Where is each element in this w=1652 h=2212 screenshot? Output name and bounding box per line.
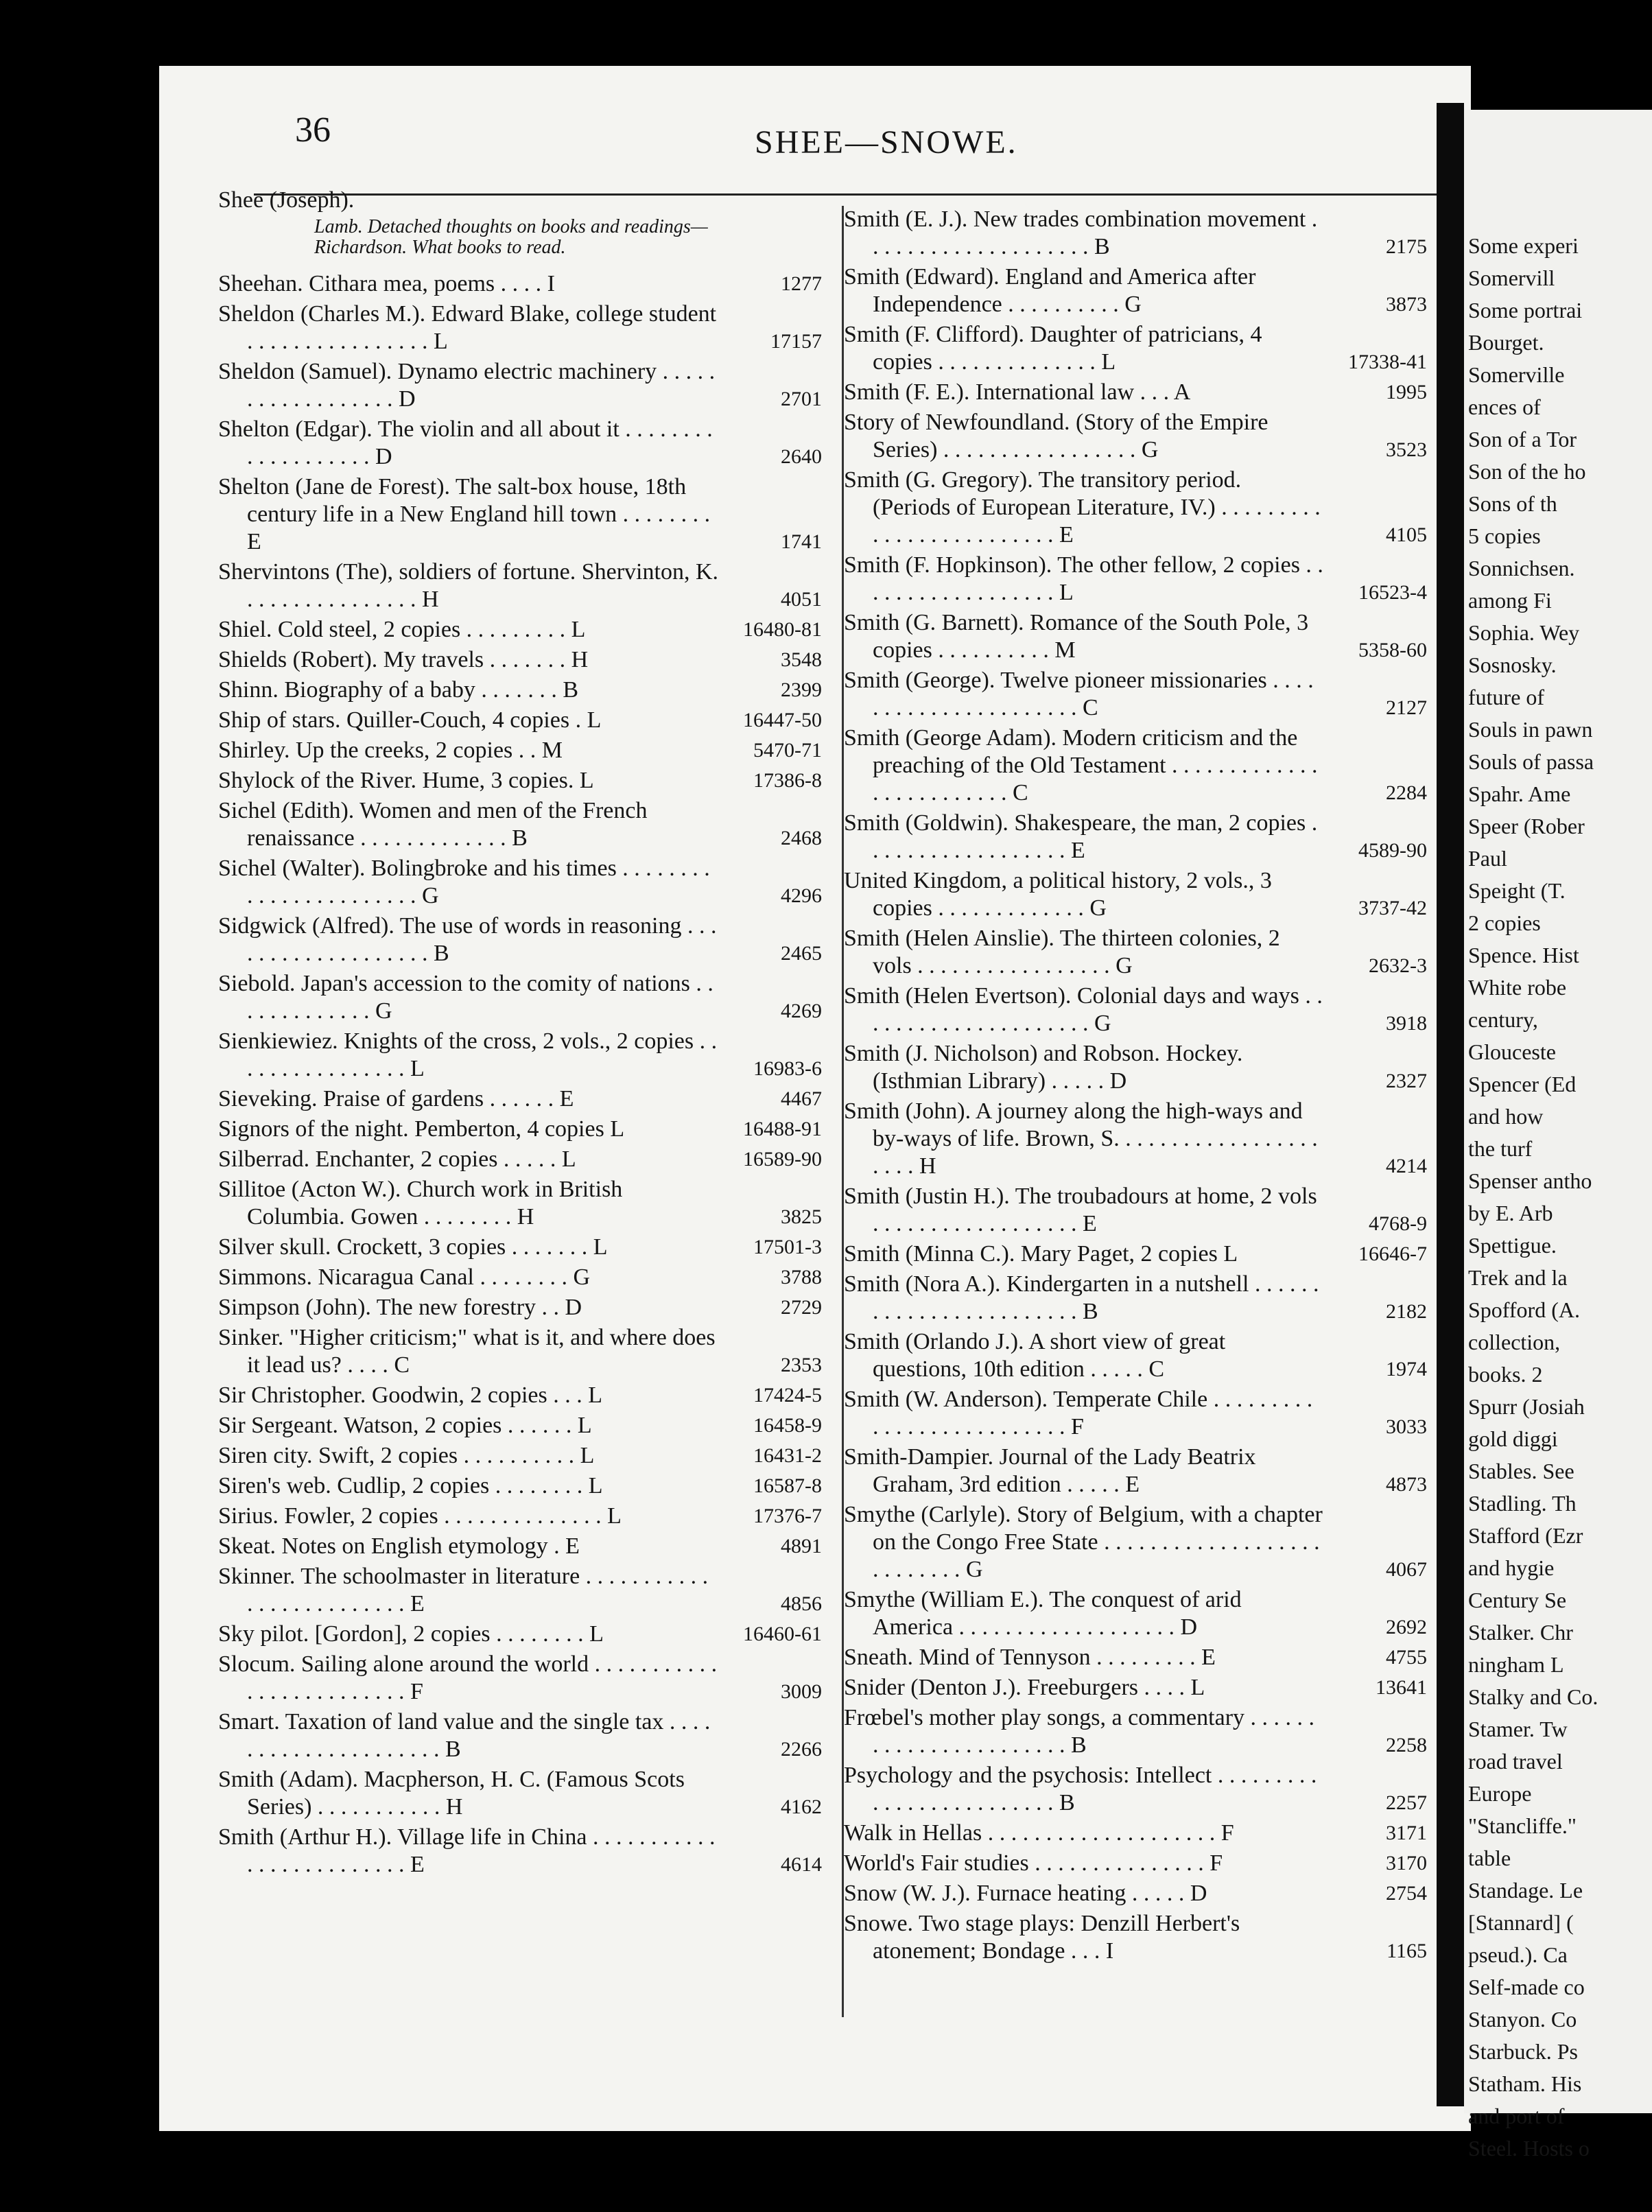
index-entry bbox=[218, 616, 822, 644]
index-entry bbox=[844, 983, 1427, 1037]
entry-text: Sinker. "Higher criticism;" what is it, and where does it lead us? . . . . C bbox=[218, 1325, 716, 1378]
entry-text: Smith (Arthur H.). Village life in China . . . . . . . . . . . . . . . . . . . . . . . . . E bbox=[218, 1824, 716, 1877]
entry-text: Shylock of the River. Hume, 3 copies. L bbox=[218, 768, 594, 793]
next-page-line: Speight (T. bbox=[1468, 878, 1566, 903]
index-entry bbox=[218, 737, 822, 764]
entry-number: 1995 bbox=[1386, 381, 1427, 403]
index-entry bbox=[218, 1651, 822, 1706]
entry-text: Sirius. Fowler, 2 copies . . . . . . . . . . . . . . L bbox=[218, 1503, 622, 1529]
next-page-line: books. 2 bbox=[1468, 1362, 1543, 1387]
entry-number: 16447-50 bbox=[743, 709, 822, 731]
index-entry bbox=[844, 1271, 1427, 1326]
entry-number: 4105 bbox=[1386, 523, 1427, 546]
next-page-line: by E. Arb bbox=[1468, 1201, 1553, 1225]
index-entry bbox=[844, 321, 1427, 376]
next-page-line: Stadling. Th bbox=[1468, 1491, 1577, 1516]
entry-text: Smith (George Adam). Modern criticism and the preaching of the Old Testament . . . . . . . . . . . . . . . . . . . . . . . . . C bbox=[844, 725, 1318, 805]
index-entry bbox=[844, 1880, 1427, 1907]
entry-text: Smith (George). Twelve pioneer missionaries . . . . . . . . . . . . . . . . . . . . . . C bbox=[844, 668, 1314, 720]
entry-text: Siren city. Swift, 2 copies . . . . . . . . . . L bbox=[218, 1443, 595, 1468]
entry-text: Sheehan. Cithara mea, poems . . . . I bbox=[218, 271, 555, 296]
next-page-line: Spahr. Ame bbox=[1468, 781, 1571, 806]
index-entry bbox=[844, 1040, 1427, 1095]
index-entry bbox=[218, 1382, 822, 1409]
next-page-line: Souls of passa bbox=[1468, 749, 1594, 774]
next-page-line: among Fi bbox=[1468, 588, 1552, 613]
next-page-line: Standage. Le bbox=[1468, 1878, 1583, 1903]
entry-text: Sichel (Walter). Bolingbroke and his times . . . . . . . . . . . . . . . . . . . . . . . G bbox=[218, 856, 710, 908]
entry-number: 3788 bbox=[781, 1266, 822, 1289]
entry-text: Smythe (Carlyle). Story of Belgium, with a chapter on the Congo Free State . . . . . . . . . . . . . . . . . . . . . . . . . . . G bbox=[844, 1502, 1323, 1582]
entry-text: Smith (G. Barnett). Romance of the South Pole, 3 copies . . . . . . . . . . M bbox=[844, 610, 1309, 663]
next-page-edge bbox=[1464, 110, 1652, 2161]
index-entry bbox=[218, 358, 822, 413]
entry-number: 2327 bbox=[1386, 1070, 1427, 1092]
entry-number: 1741 bbox=[781, 530, 822, 553]
entry-number: 2258 bbox=[1386, 1734, 1427, 1756]
entry-number: 2175 bbox=[1386, 235, 1427, 258]
next-page-line: Stamer. Tw bbox=[1468, 1717, 1568, 1741]
next-page-line: Paul bbox=[1468, 846, 1507, 871]
entry-number: 2754 bbox=[1386, 1882, 1427, 1905]
index-entry bbox=[844, 1444, 1427, 1498]
next-page-line: Son of a Tor bbox=[1468, 427, 1577, 451]
entry-text: Shervintons (The), soldiers of fortune. Shervinton, K. . . . . . . . . . . . . . . . H bbox=[218, 559, 718, 612]
entry-text: Smith (G. Gregory). The transitory period. (Periods of European Literature, IV.) . . . . . . . . . . . . . . . . . . . . . . . . . E bbox=[844, 467, 1321, 548]
index-entry bbox=[218, 1412, 822, 1439]
next-page-line: [Stannard] ( bbox=[1468, 1910, 1574, 1935]
entry-text: Sillitoe (Acton W.). Church work in British Columbia. Gowen . . . . . . . . H bbox=[218, 1177, 623, 1229]
index-entry bbox=[844, 552, 1427, 607]
entry-number: 16480-81 bbox=[743, 618, 822, 641]
entry-text: Sneath. Mind of Tennyson . . . . . . . . . E bbox=[844, 1645, 1216, 1670]
entry-text: Psychology and the psychosis: Intellect . . . . . . . . . . . . . . . . . . . . . . . . . B bbox=[844, 1763, 1317, 1815]
next-page-line: collection, bbox=[1468, 1330, 1561, 1354]
index-entry bbox=[218, 1294, 822, 1321]
entry-number: 4873 bbox=[1386, 1473, 1427, 1496]
entry-number: 4856 bbox=[781, 1592, 822, 1615]
next-page-line: Some portrai bbox=[1468, 298, 1583, 322]
next-page-line: Spofford (A. bbox=[1468, 1297, 1580, 1322]
next-page-line: Europe bbox=[1468, 1781, 1532, 1806]
index-entry bbox=[218, 187, 822, 214]
next-page-line: and how bbox=[1468, 1104, 1544, 1129]
index-entry bbox=[218, 1472, 822, 1500]
entry-text: Snider (Denton J.). Freeburgers . . . . L bbox=[844, 1675, 1205, 1700]
entry-number: 3918 bbox=[1386, 1012, 1427, 1035]
index-entry bbox=[844, 925, 1427, 980]
entry-text: Siren's web. Cudlip, 2 copies . . . . . . . . L bbox=[218, 1473, 603, 1498]
entry-text: Smith (F. E.). International law . . . A bbox=[844, 379, 1191, 405]
entry-number: 4269 bbox=[781, 1000, 822, 1022]
entry-text: Smith (John). A journey along the high-ways and by-ways of life. Brown, S. . . . . . . . . . . . . . . . . . . . . . H bbox=[844, 1098, 1318, 1179]
next-page-line: Stalker. Chr bbox=[1468, 1620, 1573, 1645]
entry-number: 17376-7 bbox=[753, 1505, 822, 1527]
next-page-line: table bbox=[1468, 1846, 1511, 1870]
entry-text: Smart. Taxation of land value and the single tax . . . . . . . . . . . . . . . . . . . . . B bbox=[218, 1709, 711, 1762]
index-entry bbox=[844, 379, 1427, 406]
entry-text: Smith-Dampier. Journal of the Lady Beatrix Graham, 3rd edition . . . . . E bbox=[844, 1444, 1256, 1497]
index-entry bbox=[218, 1503, 822, 1530]
entry-number: 2127 bbox=[1386, 696, 1427, 719]
entry-text: Smith (E. J.). New trades combination movement . . . . . . . . . . . . . . . . . . . . B bbox=[844, 207, 1318, 259]
index-entry bbox=[218, 1324, 822, 1379]
entry-text: Smith (Adam). Macpherson, H. C. (Famous Scots Series) . . . . . . . . . . . H bbox=[218, 1767, 685, 1820]
next-page-line: the turf bbox=[1468, 1136, 1533, 1161]
entry-number: 2465 bbox=[781, 942, 822, 965]
entry-text: Sidgwick (Alfred). The use of words in reasoning . . . . . . . . . . . . . . . . . . . B bbox=[218, 913, 717, 966]
next-page-line: Souls in pawn bbox=[1468, 717, 1593, 742]
index-entry bbox=[218, 1533, 822, 1560]
index-entry bbox=[218, 970, 822, 1025]
entry-text: United Kingdom, a political history, 2 vols., 3 copies . . . . . . . . . . . . . G bbox=[844, 868, 1272, 921]
index-entry bbox=[218, 473, 822, 556]
entry-text: World's Fair studies . . . . . . . . . . . . . . . F bbox=[844, 1850, 1223, 1876]
entry-number: 2701 bbox=[781, 388, 822, 410]
entry-number: 4614 bbox=[781, 1853, 822, 1876]
entry-text: Sichel (Edith). Women and men of the French renaissance . . . . . . . . . . . . . B bbox=[218, 798, 648, 851]
next-page-line: Starbuck. Ps bbox=[1468, 2039, 1578, 2064]
entry-text: Ship of stars. Quiller-Couch, 4 copies . L bbox=[218, 707, 602, 733]
next-page-line: and port of bbox=[1468, 2104, 1565, 2128]
entry-text: Shelton (Edgar). The violin and all about it . . . . . . . . . . . . . . . . . . . D bbox=[218, 416, 713, 469]
next-page-line: Spurr (Josiah bbox=[1468, 1394, 1585, 1419]
entry-text: Frœbel's mother play songs, a commentary . . . . . . . . . . . . . . . . . . . . . . . B bbox=[844, 1705, 1315, 1758]
entry-number: 16587-8 bbox=[753, 1474, 822, 1497]
index-entry bbox=[218, 855, 822, 910]
entry-text: Smith (W. Anderson). Temperate Chile . . . . . . . . . . . . . . . . . . . . . . . . . . F bbox=[844, 1387, 1313, 1439]
left-column bbox=[218, 187, 822, 1881]
entry-text: Signors of the night. Pemberton, 4 copies L bbox=[218, 1116, 625, 1142]
entry-number: 4467 bbox=[781, 1087, 822, 1110]
entry-number: 17157 bbox=[770, 330, 822, 353]
next-page-line: and hygie bbox=[1468, 1555, 1555, 1580]
next-page-line: Somerville bbox=[1468, 362, 1565, 387]
index-entry bbox=[844, 1820, 1427, 1847]
entry-text: Sienkiewiez. Knights of the cross, 2 vols., 2 copies . . . . . . . . . . . . . . . . L bbox=[218, 1028, 718, 1081]
index-entry bbox=[844, 263, 1427, 318]
entry-text: Sheldon (Samuel). Dynamo electric machinery . . . . . . . . . . . . . . . . . . D bbox=[218, 359, 716, 412]
entry-text: Sieveking. Praise of gardens . . . . . . E bbox=[218, 1086, 574, 1111]
entry-number: 4891 bbox=[781, 1535, 822, 1557]
next-page-line: Speer (Rober bbox=[1468, 814, 1585, 838]
entry-number: 16458-9 bbox=[753, 1414, 822, 1437]
index-entry bbox=[844, 1674, 1427, 1702]
index-entry bbox=[844, 1183, 1427, 1238]
entry-number: 2632-3 bbox=[1369, 954, 1427, 977]
entry-number: 17386-8 bbox=[753, 769, 822, 792]
next-page-line: Sons of th bbox=[1468, 491, 1557, 516]
next-page-line: Trek and la bbox=[1468, 1265, 1568, 1290]
entry-number: 3523 bbox=[1386, 438, 1427, 461]
entry-text: Smith (F. Hopkinson). The other fellow, 2 copies . . . . . . . . . . . . . . . . . . L bbox=[844, 552, 1323, 605]
entry-text: Walk in Hellas . . . . . . . . . . . . . . . . . . . . F bbox=[844, 1820, 1234, 1846]
entry-text: Shelton (Jane de Forest). The salt-box house, 18th century life in a New England hill town . . . . . . . . E bbox=[218, 474, 711, 554]
entry-text: Skeat. Notes on English etymology . E bbox=[218, 1533, 580, 1559]
index-entry bbox=[844, 467, 1427, 549]
entry-number: 5358-60 bbox=[1358, 639, 1427, 661]
index-entry bbox=[844, 1644, 1427, 1671]
index-entry bbox=[844, 1501, 1427, 1584]
entry-number: 3171 bbox=[1386, 1822, 1427, 1844]
entry-text: Shee (Joseph). bbox=[218, 187, 355, 213]
entry-text: Story of Newfoundland. (Story of the Empire Series) . . . . . . . . . . . . . . . . . G bbox=[844, 410, 1268, 462]
next-page-line: Steel. Hosts o bbox=[1468, 2136, 1590, 2161]
entry-text: Skinner. The schoolmaster in literature . . . . . . . . . . . . . . . . . . . . . . . . . E bbox=[218, 1564, 709, 1616]
index-entry bbox=[218, 1085, 822, 1113]
index-entry bbox=[218, 676, 822, 704]
entry-number: 2353 bbox=[781, 1354, 822, 1376]
next-page-line: Stafford (Ezr bbox=[1468, 1523, 1583, 1548]
entry-number: 17338-41 bbox=[1348, 351, 1427, 373]
next-page-line: Sosnosky. bbox=[1468, 652, 1557, 677]
next-page-line: Spettigue. bbox=[1468, 1233, 1557, 1258]
next-page-line: Century Se bbox=[1468, 1588, 1567, 1612]
entry-number: 3825 bbox=[781, 1205, 822, 1228]
entry-number: 16488-91 bbox=[743, 1118, 822, 1140]
entry-note: Lamb. Detached thoughts on books and readings—Richardson. What books to read. bbox=[314, 216, 708, 258]
entry-number: 4296 bbox=[781, 884, 822, 907]
entry-text: Smith (Orlando J.). A short view of great questions, 10th edition . . . . . C bbox=[844, 1329, 1226, 1382]
entry-number: 2399 bbox=[781, 679, 822, 701]
next-page-line: 5 copies bbox=[1468, 523, 1541, 548]
index-entry bbox=[218, 646, 822, 674]
entry-number: 3033 bbox=[1386, 1415, 1427, 1438]
index-entry bbox=[218, 1766, 822, 1821]
index-entry bbox=[218, 1234, 822, 1261]
next-page-line: Bourget. bbox=[1468, 330, 1544, 355]
entry-text: Shirley. Up the creeks, 2 copies . . M bbox=[218, 738, 563, 763]
next-page-line: Spence. Hist bbox=[1468, 943, 1579, 967]
next-page-line: Statham. His bbox=[1468, 2071, 1582, 2096]
entry-text: Smith (Justin H.). The troubadours at home, 2 vols . . . . . . . . . . . . . . . . . . E bbox=[844, 1184, 1317, 1236]
entry-number: 2729 bbox=[781, 1296, 822, 1319]
index-entry bbox=[218, 270, 822, 298]
entry-number: 3170 bbox=[1386, 1852, 1427, 1874]
entry-number: 2284 bbox=[1386, 781, 1427, 804]
index-entry bbox=[844, 409, 1427, 464]
right-column bbox=[844, 206, 1427, 1968]
entry-text: Shields (Robert). My travels . . . . . . . H bbox=[218, 647, 589, 672]
index-entry bbox=[218, 416, 822, 471]
entry-number: 16589-90 bbox=[743, 1148, 822, 1170]
entry-text: Sheldon (Charles M.). Edward Blake, college student . . . . . . . . . . . . . . . . L bbox=[218, 301, 717, 354]
next-page-line: Spencer (Ed bbox=[1468, 1072, 1577, 1096]
index-entry bbox=[218, 707, 822, 734]
entry-text: Smith (Nora A.). Kindergarten in a nutshell . . . . . . . . . . . . . . . . . . . . . . . . B bbox=[844, 1271, 1319, 1324]
entry-number: 2257 bbox=[1386, 1791, 1427, 1814]
index-entry bbox=[844, 1098, 1427, 1180]
entry-number: 16983-6 bbox=[753, 1057, 822, 1080]
next-page-line: ningham L bbox=[1468, 1652, 1564, 1677]
index-entry bbox=[844, 1586, 1427, 1641]
entry-number: 4768-9 bbox=[1369, 1212, 1427, 1235]
entry-text: Sir Christopher. Goodwin, 2 copies . . . L bbox=[218, 1382, 603, 1408]
entry-number: 16646-7 bbox=[1358, 1243, 1427, 1265]
entry-number: 2640 bbox=[781, 445, 822, 468]
entry-number: 4162 bbox=[781, 1796, 822, 1818]
index-entry bbox=[844, 1386, 1427, 1441]
next-page-line: "Stancliffe." bbox=[1468, 1813, 1577, 1838]
entry-number: 2692 bbox=[1386, 1616, 1427, 1638]
entry-number: 13641 bbox=[1376, 1676, 1427, 1699]
entry-number: 4755 bbox=[1386, 1646, 1427, 1669]
entry-number: 17424-5 bbox=[753, 1384, 822, 1407]
entry-text: Smith (Goldwin). Shakespeare, the man, 2 copies . . . . . . . . . . . . . . . . . . E bbox=[844, 810, 1318, 863]
entry-number: 16431-2 bbox=[753, 1444, 822, 1467]
entry-text: Smith (J. Nicholson) and Robson. Hockey. (Isthmian Library) . . . . . D bbox=[844, 1041, 1243, 1094]
next-page-line: pseud.). Ca bbox=[1468, 1942, 1568, 1967]
entry-text: Siebold. Japan's accession to the comity of nations . . . . . . . . . . . . . G bbox=[218, 971, 713, 1024]
entry-number: 4067 bbox=[1386, 1558, 1427, 1581]
entry-number: 5470-71 bbox=[753, 739, 822, 762]
page-gutter-shadow bbox=[1437, 103, 1464, 2106]
entry-number: 2468 bbox=[781, 827, 822, 849]
index-entry bbox=[844, 1910, 1427, 1965]
entry-text: Silberrad. Enchanter, 2 copies . . . . . L bbox=[218, 1146, 576, 1172]
entry-text: Smith (F. Clifford). Daughter of patricians, 4 copies . . . . . . . . . . . . . . L bbox=[844, 322, 1262, 375]
index-entry bbox=[844, 1850, 1427, 1877]
next-page-line: gold diggi bbox=[1468, 1426, 1558, 1451]
index-entry bbox=[218, 797, 822, 852]
next-page-line: Sophia. Wey bbox=[1468, 620, 1580, 645]
index-entry bbox=[218, 1264, 822, 1291]
entry-text: Shinn. Biography of a baby . . . . . . . B bbox=[218, 677, 579, 703]
index-entry bbox=[844, 609, 1427, 664]
index-entry bbox=[218, 1708, 822, 1763]
next-page-line: Some experi bbox=[1468, 233, 1579, 258]
entry-text: Sir Sergeant. Watson, 2 copies . . . . . . L bbox=[218, 1413, 592, 1438]
entry-number: 16460-61 bbox=[743, 1623, 822, 1645]
entry-text: Simpson (John). The new forestry . . D bbox=[218, 1295, 582, 1320]
entry-text: Smith (Edward). England and America after Independence . . . . . . . . . . G bbox=[844, 264, 1256, 317]
entry-text: Shiel. Cold steel, 2 copies . . . . . . . . . L bbox=[218, 617, 586, 642]
next-page-line: Stables. See bbox=[1468, 1459, 1574, 1483]
entry-number: 17501-3 bbox=[753, 1236, 822, 1258]
next-page-line: Spenser antho bbox=[1468, 1168, 1592, 1193]
next-page-line: ences of bbox=[1468, 395, 1541, 419]
next-page-line: road travel bbox=[1468, 1749, 1563, 1774]
running-head: SHEE—SNOWE. bbox=[755, 124, 1018, 161]
entry-text: Smith (Helen Evertson). Colonial days and ways . . . . . . . . . . . . . . . . . . . . . G bbox=[844, 983, 1323, 1036]
entry-number: 3009 bbox=[781, 1680, 822, 1703]
next-page-line: White robe bbox=[1468, 975, 1567, 1000]
next-page-line: 2 copies bbox=[1468, 910, 1541, 935]
entry-text: Silver skull. Crockett, 3 copies . . . . . . . L bbox=[218, 1234, 608, 1260]
index-entry bbox=[844, 1240, 1427, 1268]
entry-text: Smythe (William E.). The conquest of arid America . . . . . . . . . . . . . . . . . . . D bbox=[844, 1587, 1242, 1640]
entry-number: 4589-90 bbox=[1358, 839, 1427, 862]
next-page-line: future of bbox=[1468, 685, 1545, 709]
index-entry bbox=[218, 1563, 822, 1618]
index-entry bbox=[218, 558, 822, 613]
entry-number: 4051 bbox=[781, 588, 822, 611]
entry-text: Snow (W. J.). Furnace heating . . . . . D bbox=[844, 1881, 1207, 1906]
index-entry bbox=[218, 913, 822, 967]
next-page-line: Somervill bbox=[1468, 266, 1555, 290]
entry-text: Simmons. Nicaragua Canal . . . . . . . . G bbox=[218, 1264, 591, 1290]
entry-number: 1165 bbox=[1386, 1940, 1427, 1962]
index-entry bbox=[844, 1762, 1427, 1817]
next-page-line: Stanyon. Co bbox=[1468, 2007, 1577, 2032]
entry-text: Slocum. Sailing alone around the world . . . . . . . . . . . . . . . . . . . . . . . . . F bbox=[218, 1651, 718, 1704]
next-page-line: century, bbox=[1468, 1007, 1538, 1032]
entry-text: Snowe. Two stage plays: Denzill Herbert's atonement; Bondage . . . I bbox=[844, 1911, 1240, 1964]
entry-text: Smith (Helen Ainslie). The thirteen colonies, 2 vols . . . . . . . . . . . . . . . . . G bbox=[844, 926, 1280, 978]
index-entry bbox=[218, 1116, 822, 1143]
entry-number: 4214 bbox=[1386, 1155, 1427, 1177]
next-page-line: Sonnichsen. bbox=[1468, 556, 1575, 580]
index-entry bbox=[218, 301, 822, 355]
entry-number: 16523-4 bbox=[1358, 581, 1427, 604]
entry-number: 1277 bbox=[781, 272, 822, 295]
index-entry bbox=[844, 206, 1427, 261]
entry-text: Smith (Minna C.). Mary Paget, 2 copies L bbox=[844, 1241, 1238, 1267]
entry-number: 3548 bbox=[781, 648, 822, 671]
index-entry bbox=[844, 810, 1427, 864]
next-page-line: Stalky and Co. bbox=[1468, 1684, 1598, 1709]
next-page-line: Son of the ho bbox=[1468, 459, 1586, 484]
entry-number: 2266 bbox=[781, 1738, 822, 1761]
index-entry bbox=[218, 1442, 822, 1470]
index-entry bbox=[844, 667, 1427, 722]
index-entry bbox=[844, 1704, 1427, 1759]
page-number: 36 bbox=[295, 110, 331, 150]
entry-number: 1974 bbox=[1386, 1358, 1427, 1380]
entry-number: 3873 bbox=[1386, 293, 1427, 316]
index-entry bbox=[844, 867, 1427, 922]
index-entry bbox=[844, 725, 1427, 807]
index-entry bbox=[218, 1028, 822, 1083]
index-entry bbox=[218, 1176, 822, 1231]
next-page-line: Self-made co bbox=[1468, 1975, 1585, 1999]
entry-text: Sky pilot. [Gordon], 2 copies . . . . . . . . L bbox=[218, 1621, 604, 1647]
index-entry bbox=[218, 1146, 822, 1173]
index-entry bbox=[844, 1328, 1427, 1383]
next-page-line: Glouceste bbox=[1468, 1039, 1556, 1064]
entry-number: 2182 bbox=[1386, 1300, 1427, 1323]
index-entry bbox=[218, 1824, 822, 1879]
index-entry bbox=[218, 767, 822, 795]
entry-number: 3737-42 bbox=[1358, 897, 1427, 919]
index-entry bbox=[218, 1621, 822, 1648]
